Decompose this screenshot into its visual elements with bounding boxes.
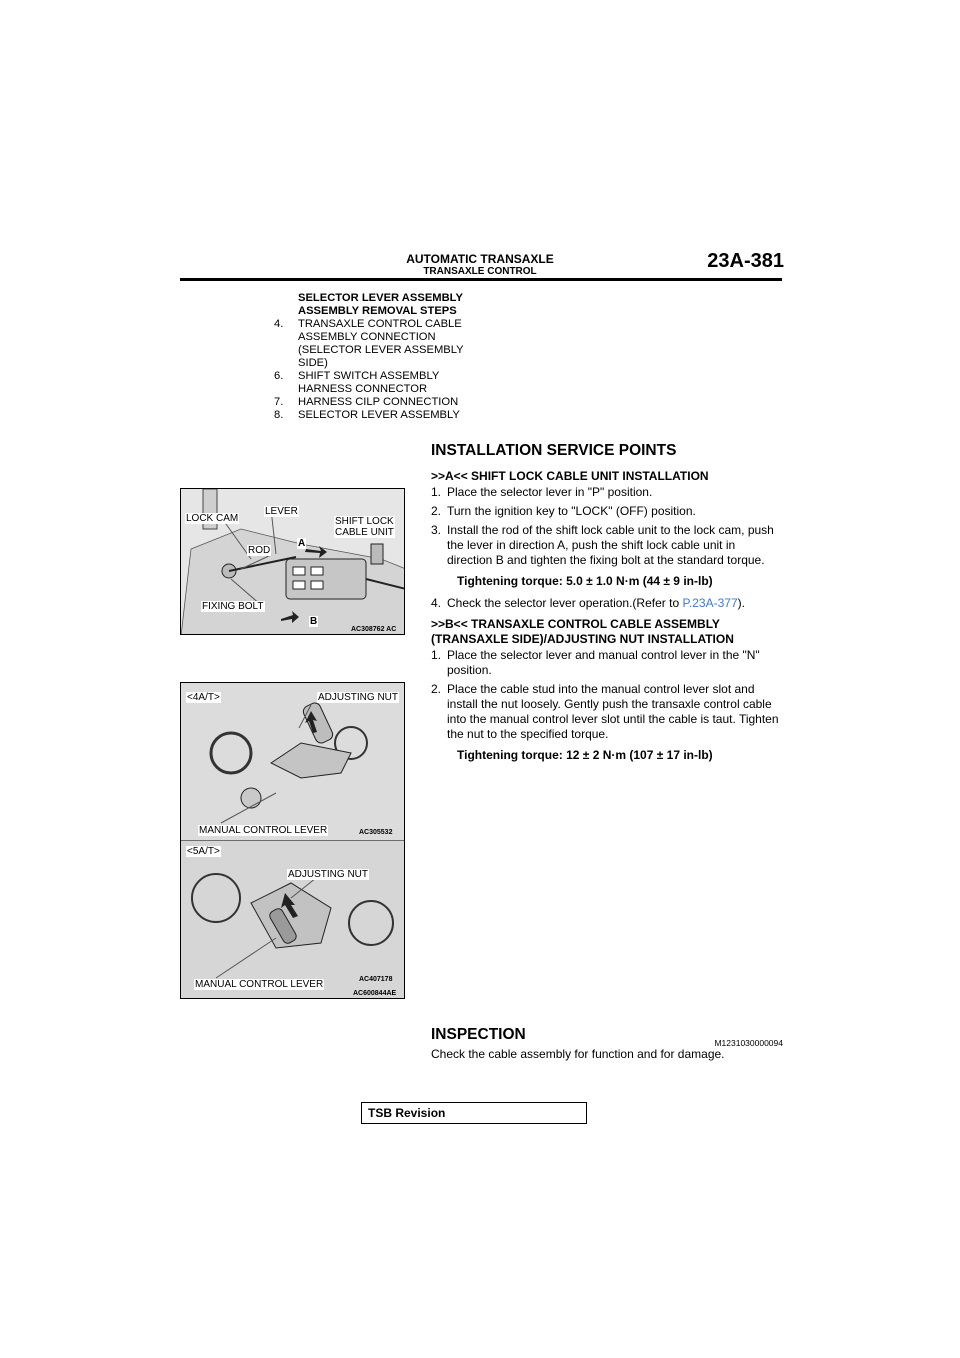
inspection-code: M1231030000094 [714,1038,783,1048]
label-rod: ROD [248,545,271,556]
step-number: 7. [274,396,284,408]
label-a: A [298,538,306,549]
label-b: B [310,616,318,627]
section-a [431,469,783,611]
list-item: 2. Place the cable stud into the manual control lever slot and install the nut loosely. Gently push the transaxle control cable into the manual control lever slot until the cable is taut. Tighten the nut to the specified torque. [431,682,779,741]
label-manual-lever-1: MANUAL CONTROL LEVER [199,825,328,836]
list-item: 4. Check the selector lever operation.(Refer to P.23A-377). [431,596,745,610]
label-shift-lock-2: CABLE UNIT [335,527,394,538]
header-rule [180,278,782,281]
figure-ref-2: AC407178 [359,976,393,983]
step-text: SELECTOR LEVER ASSEMBLY [298,409,460,421]
list-item: 2. Turn the ignition key to "LOCK" (OFF) position. [431,504,696,518]
installation-heading: INSTALLATION SERVICE POINTS [431,442,677,459]
label-4at: <4A/T> [187,692,220,703]
label-manual-lever-2: MANUAL CONTROL LEVER [195,979,324,990]
list-item [248,370,478,396]
label-5at: <5A/T> [187,846,220,857]
list-item [248,409,478,422]
step-text: HARNESS CILP CONNECTION [298,396,459,408]
header-subtitle: TRANSAXLE CONTROL [423,266,537,277]
step-number: 4. [274,318,284,330]
label-shift-lock-1: SHIFT LOCK [335,516,394,527]
list-item: 1. Place the selector lever in "P" position. [431,485,653,499]
section-b [431,617,783,763]
inspection-heading: INSPECTION [431,1026,526,1043]
step-text: SHIFT SWITCH ASSEMBLY HARNESS CONNECTOR [298,370,440,395]
figure-ref-1: AC305532 [359,829,393,836]
label-fixing-bolt: FIXING BOLT [202,601,264,612]
removal-steps-title-2: ASSEMBLY REMOVAL STEPS [298,305,457,317]
page-number: 23A-381 [707,250,784,272]
step-text: TRANSAXLE CONTROL CABLE ASSEMBLY CONNECTION (SELECTOR LEVER ASSEMBLY SIDE) [298,318,464,369]
section-b-heading-1: >>B<< TRANSAXLE CONTROL CABLE ASSEMBLY [431,617,720,631]
figure-adjusting-nut [180,682,405,999]
figure-ref-3: AC600844AE [353,990,397,997]
label-adjusting-nut-2: ADJUSTING NUT [288,869,368,880]
inspection-text: Check the cable assembly for function and for damage. [431,1047,725,1061]
figure-adjusting-nut-drawing [181,683,405,999]
section-a-heading: >>A<< SHIFT LOCK CABLE UNIT INSTALLATION [431,469,709,483]
figure-shift-lock [180,488,405,635]
label-lever: LEVER [265,506,298,517]
section-b-heading-2: (TRANSAXLE SIDE)/ADJUSTING NUT INSTALLATION [431,632,734,646]
label-adjusting-nut-1: ADJUSTING NUT [318,692,398,703]
step-number: 6. [274,370,284,382]
step-number: 8. [274,409,284,421]
torque-spec-a: Tightening torque: 5.0 ± 1.0 N·m (44 ± 9 in-lb) [457,574,713,588]
label-lock-cam: LOCK CAM [186,513,239,524]
torque-spec-b: Tightening torque: 12 ± 2 N·m (107 ± 17 in-lb) [457,748,713,762]
list-item: 3. Install the rod of the shift lock cable unit to the lock cam, push the lever in direction A, push the shift lock cable unit in direction B and tighten the fixing bolt at the standard torque. [431,523,774,567]
figure-ref: AC308762 AC [351,626,397,633]
list-item [248,318,478,370]
list-item [248,396,478,409]
removal-steps-title-1: SELECTOR LEVER ASSEMBLY [298,292,463,304]
ref-link[interactable]: P.23A-377 [682,596,738,610]
header-title: AUTOMATIC TRANSAXLE [406,252,554,266]
list-item: 1. Place the selector lever and manual control lever in the "N" position. [431,648,760,677]
tsb-revision-box: TSB Revision [361,1102,587,1124]
removal-steps [248,292,478,422]
